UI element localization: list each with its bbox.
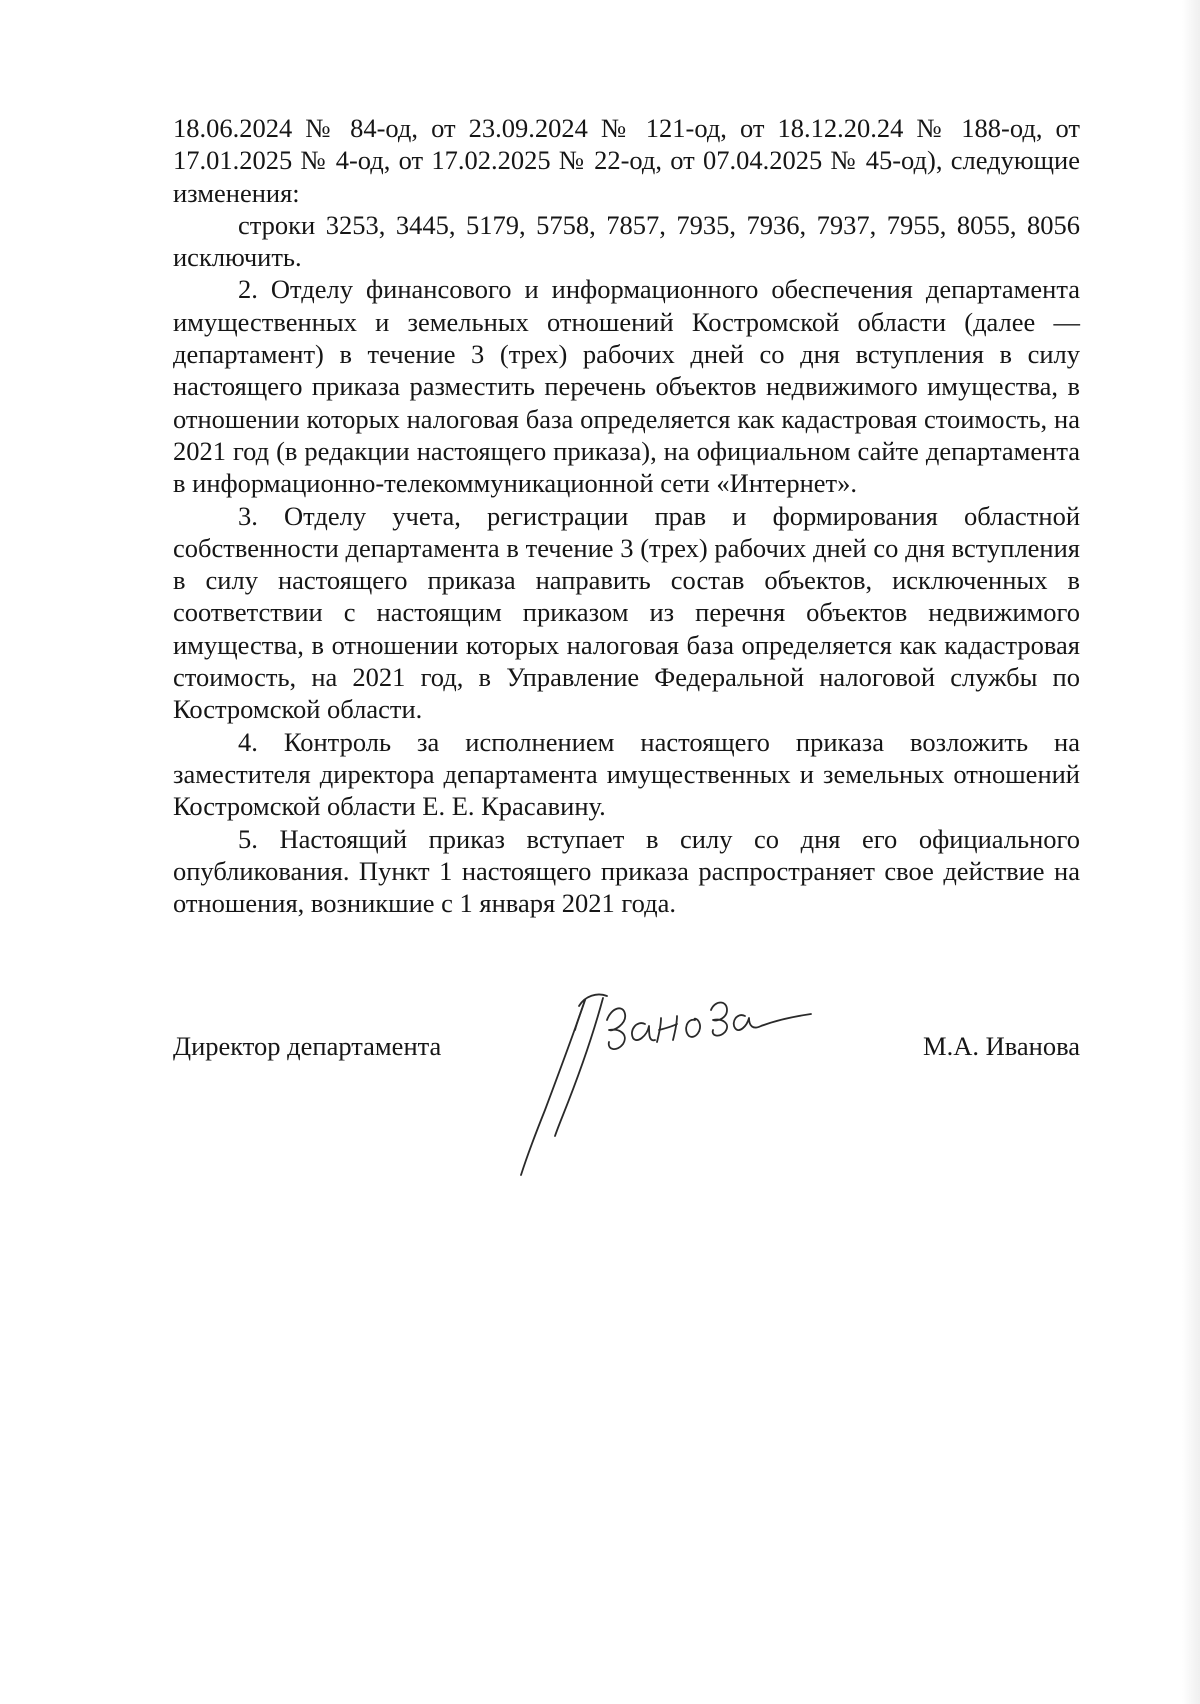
paragraph-item-2: 2. Отделу финансового и информационного обеспечения департамента имущественных и земельных отношений Костромской области (далее — департамент) в течение 3 (трех) рабочих дней со дня вступления в силу настоящего приказа разместить перечень объектов недвижимого имущества, в отношении которых налоговая база определяется как кадастровая стоимость, на 2021 год (в редакции настоящего приказа), на официальном сайте департамента в информационно-телекоммуникационной сети «Интернет». <box>173 274 1080 499</box>
paragraph-continuation: 18.06.2024 № 84-од, от 23.09.2024 № 121-од, от 18.12.20.24 № 188-од, от 17.01.2025 № 4-од, от 17.02.2025 № 22-од, от 07.04.2025 № 45-од), следующие изменения: <box>173 113 1080 208</box>
paragraph-excluded-rows: строки 3253, 3445, 5179, 5758, 7857, 7935, 7936, 7937, 7955, 8055, 8056 исключить. <box>173 209 1080 273</box>
handwritten-signature <box>515 990 815 1180</box>
paragraph-item-3: 3. Отделу учета, регистрации прав и формирования областной собственности департамента в течение 3 (трех) рабочих дней со дня вступления в силу настоящего приказа направить состав объектов, исключенных в соответствии с настоящим приказом из перечня объектов недвижимого имущества, в отношении которых налоговая база определяется как кадастровая стоимость, на 2021 год, в Управление Федеральной налоговой службы по Костромской области. <box>173 500 1080 725</box>
paragraph-item-4: 4. Контроль за исполнением настоящего приказа возложить на заместителя директора департамента имущественных и земельных отношений Костромской области Е. Е. Красавину. <box>173 726 1080 822</box>
page-edge-shadow <box>1182 0 1200 1704</box>
document-body <box>173 112 1080 919</box>
signer-title: Директор департамента <box>173 1031 442 1061</box>
paragraph-item-5: 5. Настоящий приказ вступает в силу со дня его официального опубликования. Пункт 1 настоящего приказа распространяет свое действие на отношения, возникшие с 1 января 2021 года. <box>173 823 1080 919</box>
signer-name: М.А. Иванова <box>923 1031 1080 1061</box>
